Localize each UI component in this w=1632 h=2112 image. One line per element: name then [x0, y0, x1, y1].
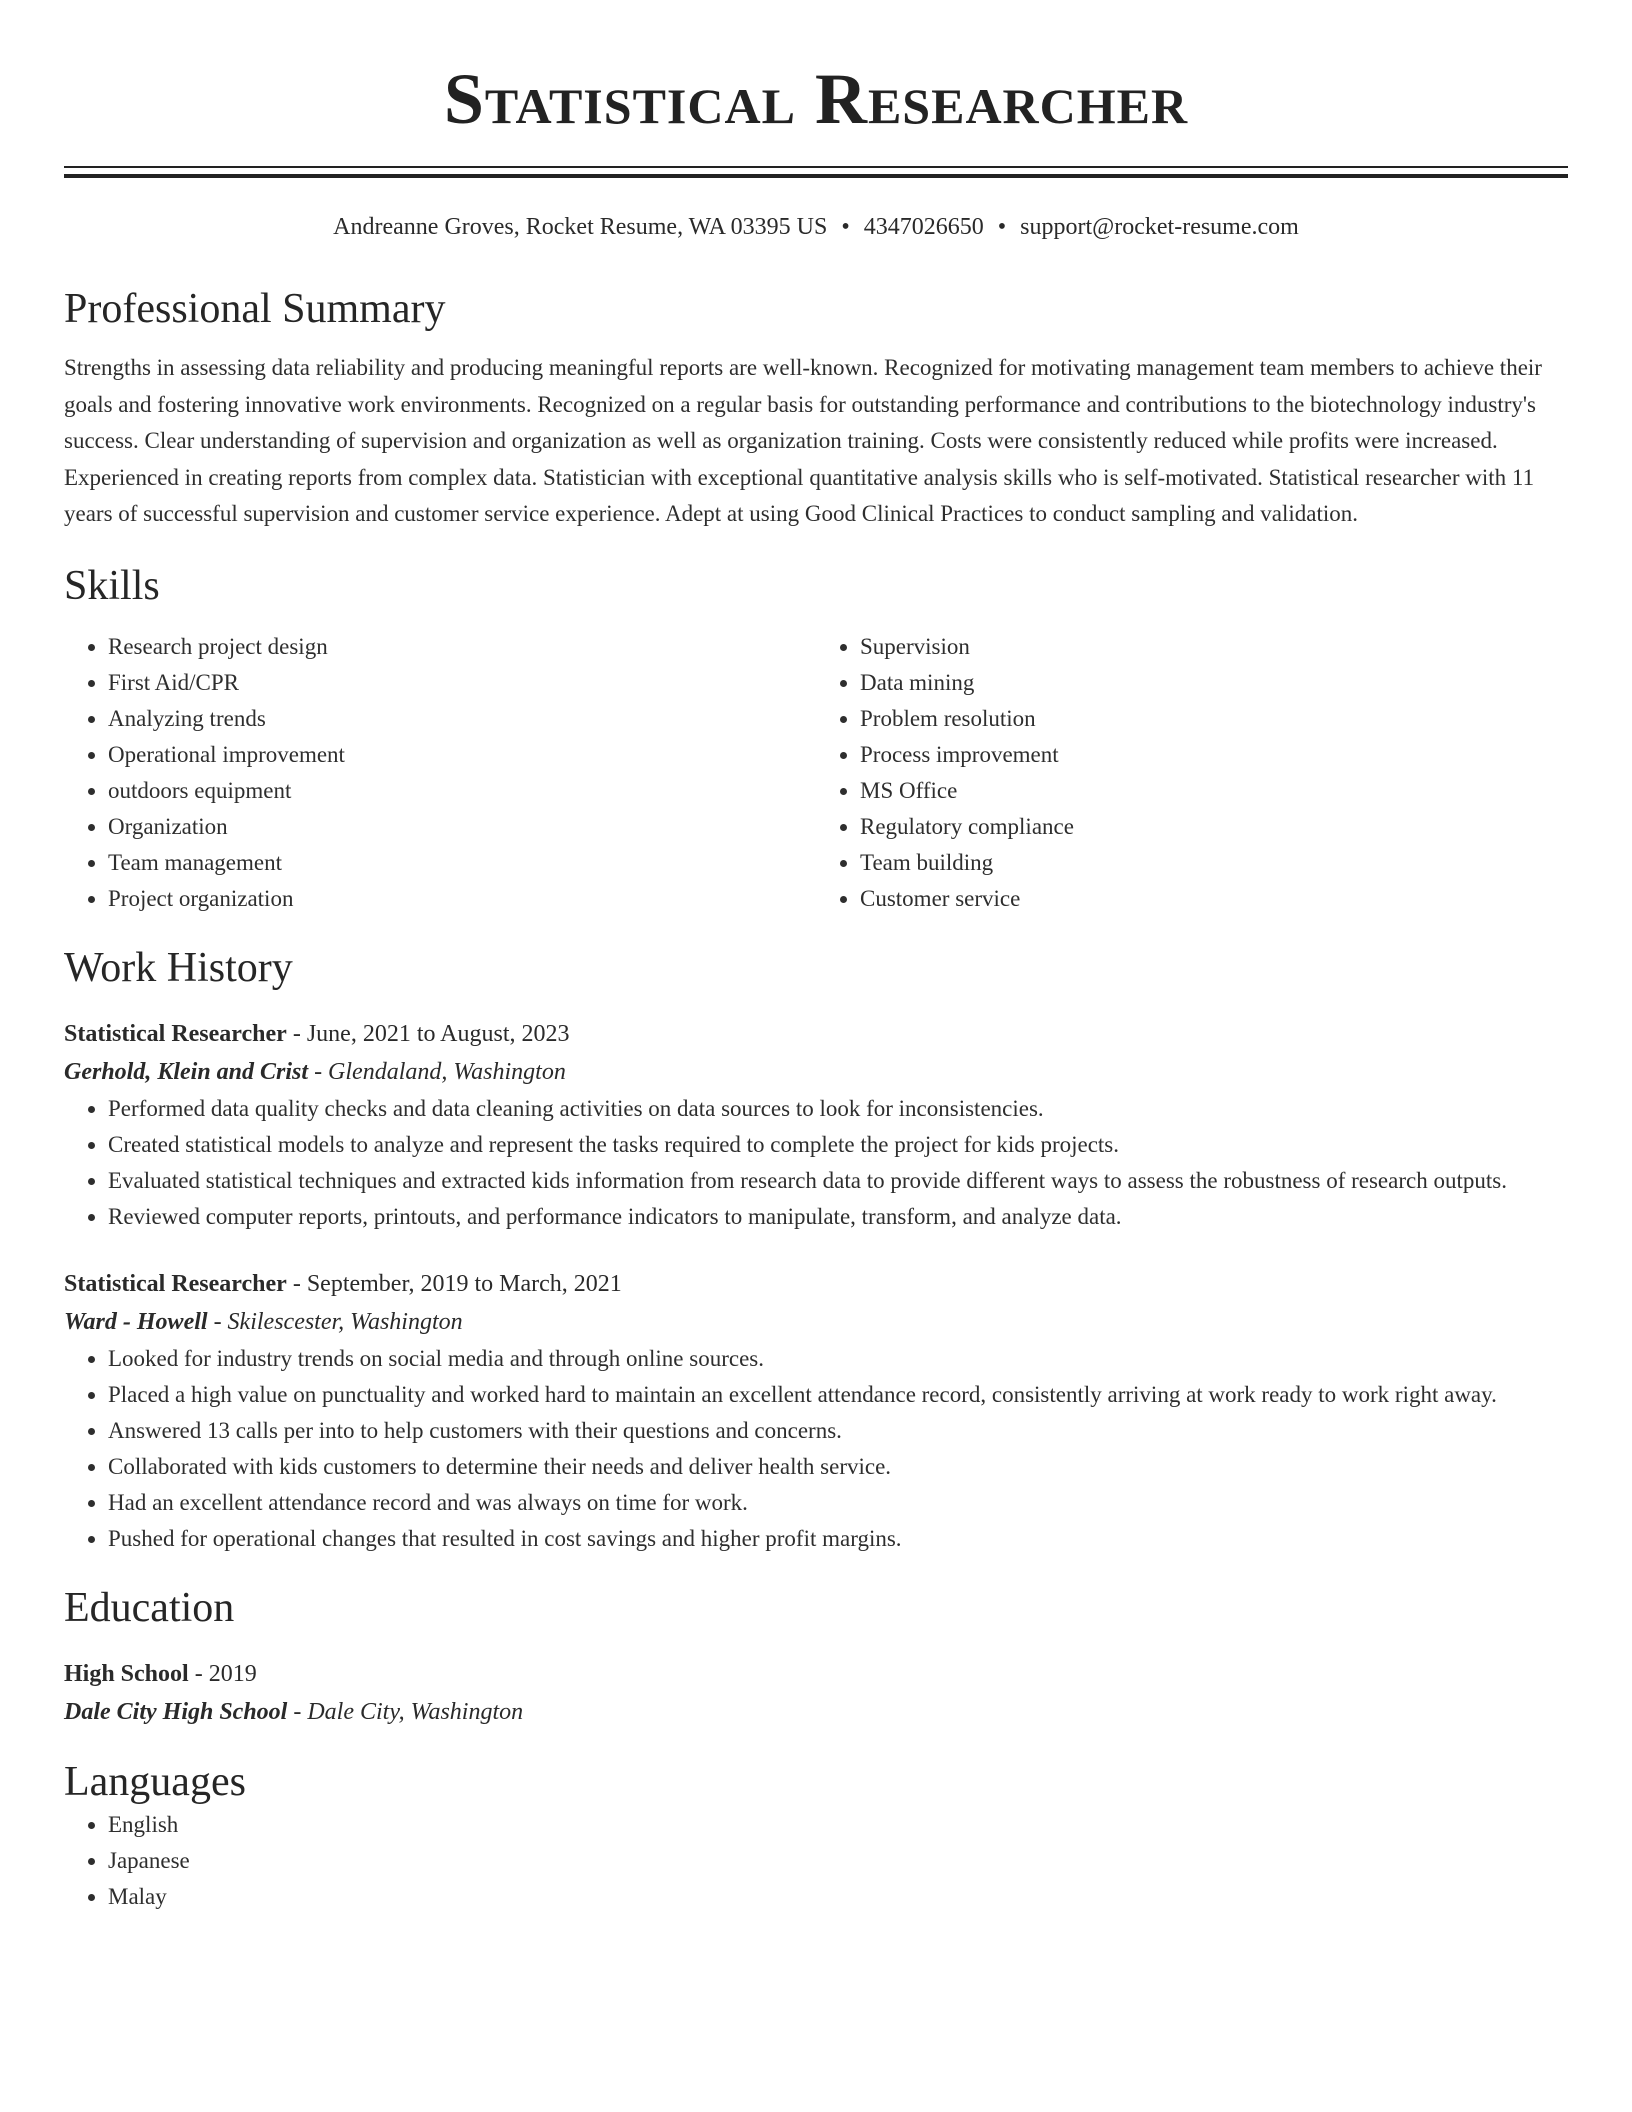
job-duty: • Had an excellent attendance record and was always on time for work. [108, 1485, 1568, 1521]
contact-line [64, 212, 1568, 242]
title-divider-thick [64, 174, 1568, 178]
language-item: • Japanese [108, 1843, 1568, 1879]
job-company-line [64, 1053, 1568, 1091]
job-role: Statistical Researcher [64, 1020, 287, 1047]
skills-heading: Skills [64, 562, 160, 609]
contact-separator: • [997, 214, 1007, 240]
skill-item: • Customer service [860, 881, 1568, 917]
summary-heading: Professional Summary [64, 286, 446, 332]
job-company-line [64, 1303, 1568, 1341]
education-heading: Education [64, 1584, 235, 1631]
resume-title: Statistical Researcher [443, 59, 1189, 139]
education-school: Dale City High School [64, 1698, 288, 1725]
job-duty: • Pushed for operational changes that resulted in cost savings and higher profit margins. [108, 1521, 1568, 1557]
job-location: - Glendaland, Washington [308, 1058, 566, 1085]
languages-list [64, 1807, 1568, 1915]
skill-item: • First Aid/CPR [108, 665, 816, 701]
skill-item: • Project organization [108, 881, 816, 917]
job-duties-list [64, 1091, 1568, 1235]
education-location: - Dale City, Washington [287, 1698, 524, 1725]
job-role: Statistical Researcher [64, 1270, 287, 1297]
work-history-heading: Work History [64, 944, 293, 991]
contact-separator: • [841, 214, 850, 240]
skill-item: • Problem resolution [860, 701, 1568, 737]
job-title-line [64, 1015, 1568, 1053]
job-location: - Skilescester, Washington [207, 1308, 463, 1335]
contact-address: Andreanne Groves, Rocket Resume, WA 03395 US [333, 214, 828, 240]
job-duty: • Evaluated statistical techniques and extracted kids information from research data to provide different ways to assess the robustness of research outputs. [108, 1163, 1568, 1199]
job-duty: • Reviewed computer reports, printouts, and performance indicators to manipulate, transform, and analyze data. [108, 1199, 1568, 1235]
job-duty: • Looked for industry trends on social media and through online sources. [108, 1341, 1568, 1377]
job-title-line [64, 1265, 1568, 1303]
skill-item: • Operational improvement [108, 737, 816, 773]
skill-item: • Process improvement [860, 737, 1568, 773]
job-entry [64, 1015, 1568, 1235]
education-school-line [64, 1693, 1568, 1731]
summary-text: Strengths in assessing data reliability and producing meaningful reports are well-known. Recognized for motivating management team members to achieve their goals and fostering innovative work environments. Recognized on a regular basis for outstanding performance and contributions to the biotechnology industry's success. Clear understanding of supervision and organization as well as organization training. Costs were consistently reduced while profits were increased. Experienced in creating reports from complex data. Statistician with exceptional quantitative analysis skills who is self-motivated. Statistical researcher with 11 years of successful supervision and customer service experience. Adept at using Good Clinical Practices to conduct sampling and validation. [64, 355, 1542, 527]
job-entry [64, 1265, 1568, 1557]
skill-item: • Research project design [108, 629, 816, 665]
language-item: • Malay [108, 1879, 1568, 1915]
skill-item: • Team management [108, 845, 816, 881]
job-duty: • Created statistical models to analyze and represent the tasks required to complete the project for kids projects. [108, 1127, 1568, 1163]
skills-list-right [816, 629, 1568, 917]
job-dates: - September, 2019 to March, 2021 [286, 1270, 622, 1297]
skill-item: • Supervision [860, 629, 1568, 665]
job-duty: • Answered 13 calls per into to help customers with their questions and concerns. [108, 1413, 1568, 1449]
contact-email: support@rocket-resume.com [1020, 214, 1299, 240]
languages-heading: Languages [64, 1758, 246, 1805]
skill-item: • MS Office [860, 773, 1568, 809]
skills-columns [64, 629, 1568, 917]
contact-phone: 4347026650 [863, 214, 984, 240]
education-entry [64, 1655, 1568, 1731]
job-duty: • Placed a high value on punctuality and worked hard to maintain an excellent attendance record, consistently arriving at work ready to work right away. [108, 1377, 1568, 1413]
language-item: • English [108, 1807, 1568, 1843]
job-company: Ward - Howell [64, 1308, 208, 1335]
skill-item: • Data mining [860, 665, 1568, 701]
skill-item: • Analyzing trends [108, 701, 816, 737]
education-degree: High School [64, 1660, 189, 1687]
skill-item: • Organization [108, 809, 816, 845]
skill-item: • outdoors equipment [108, 773, 816, 809]
job-dates: - June, 2021 to August, 2023 [286, 1020, 570, 1047]
skill-item: • Team building [860, 845, 1568, 881]
skills-list-left [64, 629, 816, 917]
title-divider-thin [64, 166, 1568, 168]
job-duty: • Performed data quality checks and data cleaning activities on data sources to look for inconsistencies. [108, 1091, 1568, 1127]
job-duties-list [64, 1341, 1568, 1557]
skill-item: • Regulatory compliance [860, 809, 1568, 845]
education-year: - 2019 [188, 1660, 257, 1687]
job-company: Gerhold, Klein and Crist [64, 1058, 309, 1085]
education-degree-line [64, 1655, 1568, 1693]
job-duty: • Collaborated with kids customers to determine their needs and deliver health service. [108, 1449, 1568, 1485]
